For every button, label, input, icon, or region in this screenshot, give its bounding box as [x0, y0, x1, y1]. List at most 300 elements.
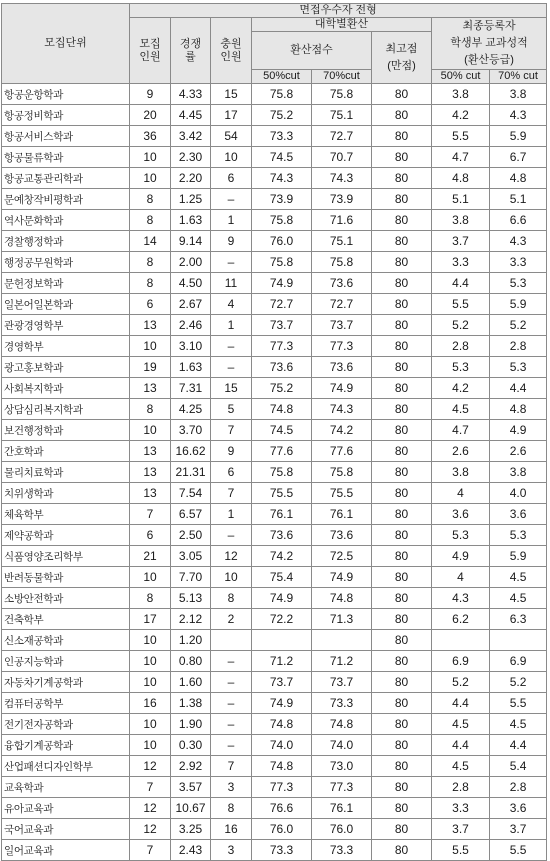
- cell-grade50: 3.8: [432, 84, 490, 105]
- cell-grade50: 5.5: [432, 294, 490, 315]
- table-header: [2, 4, 547, 84]
- cell-extra: 16: [211, 819, 252, 840]
- cell-recruit: 19: [130, 357, 171, 378]
- table-row: [2, 189, 547, 210]
- cell-competition: 7.70: [171, 567, 211, 588]
- table-row: [2, 315, 547, 336]
- cell-grade70: 4.4: [490, 735, 547, 756]
- cell-unit: 융합기계공학과: [2, 735, 130, 756]
- cell-cut50: 75.8: [252, 84, 312, 105]
- cell-recruit: 16: [130, 693, 171, 714]
- cell-extra: –: [211, 336, 252, 357]
- cell-competition: 1.63: [171, 210, 211, 231]
- cell-max: 80: [372, 630, 432, 651]
- header-competition: 경쟁 률: [171, 18, 211, 84]
- cell-recruit: 12: [130, 819, 171, 840]
- cell-max: 80: [372, 567, 432, 588]
- cell-grade70: 3.7: [490, 819, 547, 840]
- cell-recruit: 13: [130, 378, 171, 399]
- cell-competition: 16.62: [171, 441, 211, 462]
- cell-competition: 0.80: [171, 651, 211, 672]
- cell-competition: 2.46: [171, 315, 211, 336]
- cell-competition: 2.50: [171, 525, 211, 546]
- cell-extra: 15: [211, 378, 252, 399]
- cell-max: 80: [372, 315, 432, 336]
- cell-max: 80: [372, 189, 432, 210]
- table-row: [2, 378, 547, 399]
- cell-recruit: 10: [130, 735, 171, 756]
- cell-max: 80: [372, 357, 432, 378]
- cell-grade50: 5.1: [432, 189, 490, 210]
- cell-recruit: 17: [130, 609, 171, 630]
- cell-competition: 2.67: [171, 294, 211, 315]
- cell-extra: –: [211, 672, 252, 693]
- table-row: [2, 777, 547, 798]
- cell-cut70: 74.9: [312, 567, 372, 588]
- cell-grade70: 5.3: [490, 273, 547, 294]
- cell-extra: –: [211, 714, 252, 735]
- cell-grade50: 4.5: [432, 399, 490, 420]
- header-conv-score: 환산점수: [252, 32, 372, 70]
- cell-cut70: 74.2: [312, 420, 372, 441]
- cell-unit: 신소재공학과: [2, 630, 130, 651]
- cell-cut50: 76.1: [252, 504, 312, 525]
- table-row: [2, 756, 547, 777]
- cell-grade50: 3.8: [432, 210, 490, 231]
- cell-recruit: 14: [130, 231, 171, 252]
- cell-cut50: 74.9: [252, 693, 312, 714]
- cell-extra: 9: [211, 231, 252, 252]
- cell-cut70: 74.3: [312, 399, 372, 420]
- cell-grade50: 2.8: [432, 777, 490, 798]
- cell-recruit: 20: [130, 105, 171, 126]
- cell-max: 80: [372, 378, 432, 399]
- cell-unit: 건축학부: [2, 609, 130, 630]
- cell-unit: 문헌정보학과: [2, 273, 130, 294]
- cell-grade70: 5.2: [490, 315, 547, 336]
- cell-extra: 4: [211, 294, 252, 315]
- cell-unit: 행정공무원학과: [2, 252, 130, 273]
- cell-recruit: 7: [130, 777, 171, 798]
- cell-unit: 간호학과: [2, 441, 130, 462]
- cell-max: 80: [372, 777, 432, 798]
- cell-grade70: 5.9: [490, 294, 547, 315]
- table-row: [2, 840, 547, 861]
- table-row: [2, 210, 547, 231]
- table-body: [2, 84, 547, 861]
- cell-cut50: 75.8: [252, 252, 312, 273]
- cell-cut70: 75.5: [312, 483, 372, 504]
- cell-recruit: 10: [130, 147, 171, 168]
- cell-unit: 물리치료학과: [2, 462, 130, 483]
- cell-competition: 4.50: [171, 273, 211, 294]
- cell-cut70: 77.3: [312, 336, 372, 357]
- cell-unit: 항공서비스학과: [2, 126, 130, 147]
- cell-recruit: 10: [130, 651, 171, 672]
- cell-extra: 7: [211, 756, 252, 777]
- cell-grade50: 4.4: [432, 273, 490, 294]
- cell-cut50: 74.2: [252, 546, 312, 567]
- header-cut70-grade: 70% cut: [490, 70, 547, 84]
- table-row: [2, 693, 547, 714]
- cell-extra: –: [211, 189, 252, 210]
- cell-grade50: 4.7: [432, 420, 490, 441]
- cell-extra: –: [211, 693, 252, 714]
- cell-extra: 17: [211, 105, 252, 126]
- cell-recruit: 6: [130, 525, 171, 546]
- cell-grade50: 5.5: [432, 126, 490, 147]
- cell-recruit: 10: [130, 567, 171, 588]
- table-row: [2, 462, 547, 483]
- cell-competition: 3.10: [171, 336, 211, 357]
- table-row: [2, 126, 547, 147]
- table-row: [2, 273, 547, 294]
- cell-extra: –: [211, 525, 252, 546]
- cell-grade50: 2.8: [432, 336, 490, 357]
- cell-cut50: 74.9: [252, 273, 312, 294]
- cell-cut70: 75.1: [312, 105, 372, 126]
- cell-cut50: 75.8: [252, 210, 312, 231]
- cell-competition: 1.25: [171, 189, 211, 210]
- cell-cut50: [252, 630, 312, 651]
- cell-cut50: 73.6: [252, 357, 312, 378]
- table-row: [2, 735, 547, 756]
- cell-unit: 항공정비학과: [2, 105, 130, 126]
- cell-recruit: 21: [130, 546, 171, 567]
- table-row: [2, 105, 547, 126]
- cell-unit: 경찰행정학과: [2, 231, 130, 252]
- table-row: [2, 504, 547, 525]
- cell-extra: 6: [211, 462, 252, 483]
- table-row: [2, 672, 547, 693]
- cell-competition: 2.43: [171, 840, 211, 861]
- cell-cut70: 74.9: [312, 378, 372, 399]
- cell-grade50: 4.5: [432, 714, 490, 735]
- cell-unit: 식품영양조리학부: [2, 546, 130, 567]
- cell-cut50: 74.5: [252, 420, 312, 441]
- cell-competition: 9.14: [171, 231, 211, 252]
- table-row: [2, 819, 547, 840]
- cell-extra: [211, 630, 252, 651]
- table-row: [2, 483, 547, 504]
- cell-cut70: 73.0: [312, 756, 372, 777]
- cell-grade50: 3.8: [432, 462, 490, 483]
- cell-extra: –: [211, 735, 252, 756]
- cell-unit: 일어교육과: [2, 840, 130, 861]
- cell-grade70: 5.1: [490, 189, 547, 210]
- cell-cut70: 74.3: [312, 168, 372, 189]
- cell-competition: 4.25: [171, 399, 211, 420]
- cell-cut50: 76.6: [252, 798, 312, 819]
- cell-max: 80: [372, 672, 432, 693]
- table-row: [2, 252, 547, 273]
- cell-max: 80: [372, 714, 432, 735]
- cell-cut50: 73.7: [252, 315, 312, 336]
- cell-recruit: 36: [130, 126, 171, 147]
- cell-cut50: 77.6: [252, 441, 312, 462]
- table-row: [2, 357, 547, 378]
- cell-grade70: 6.9: [490, 651, 547, 672]
- cell-extra: –: [211, 357, 252, 378]
- cell-grade50: 4.4: [432, 693, 490, 714]
- cell-cut50: 75.4: [252, 567, 312, 588]
- cell-recruit: 10: [130, 672, 171, 693]
- cell-cut70: 74.0: [312, 735, 372, 756]
- cell-unit: 경영학부: [2, 336, 130, 357]
- cell-max: 80: [372, 147, 432, 168]
- cell-cut70: 73.6: [312, 273, 372, 294]
- cell-recruit: 8: [130, 252, 171, 273]
- cell-cut70: 73.3: [312, 840, 372, 861]
- cell-grade50: 4.8: [432, 168, 490, 189]
- cell-grade70: 4.5: [490, 714, 547, 735]
- cell-recruit: 9: [130, 84, 171, 105]
- cell-cut50: 75.2: [252, 105, 312, 126]
- cell-unit: 반려동물학과: [2, 567, 130, 588]
- cell-recruit: 10: [130, 420, 171, 441]
- cell-unit: 역사문화학과: [2, 210, 130, 231]
- admission-results-table: [1, 3, 547, 861]
- cell-unit: 사회복지학과: [2, 378, 130, 399]
- cell-competition: 1.20: [171, 630, 211, 651]
- cell-max: 80: [372, 399, 432, 420]
- cell-competition: 0.30: [171, 735, 211, 756]
- table-row: [2, 168, 547, 189]
- cell-recruit: 8: [130, 189, 171, 210]
- cell-cut70: 72.5: [312, 546, 372, 567]
- cell-grade70: 5.2: [490, 672, 547, 693]
- cell-max: 80: [372, 735, 432, 756]
- table-row: [2, 84, 547, 105]
- cell-max: 80: [372, 336, 432, 357]
- cell-recruit: 10: [130, 630, 171, 651]
- cell-competition: 3.70: [171, 420, 211, 441]
- cell-extra: 11: [211, 273, 252, 294]
- cell-unit: 체육학부: [2, 504, 130, 525]
- cell-cut70: 70.7: [312, 147, 372, 168]
- cell-cut50: 73.3: [252, 126, 312, 147]
- cell-grade50: 6.2: [432, 609, 490, 630]
- cell-extra: 6: [211, 168, 252, 189]
- cell-max: 80: [372, 504, 432, 525]
- cell-unit: 국어교육과: [2, 819, 130, 840]
- cell-cut70: 75.1: [312, 231, 372, 252]
- cell-grade50: 5.3: [432, 357, 490, 378]
- header-type-title: 면접우수자 전형: [130, 4, 547, 18]
- table-row: [2, 420, 547, 441]
- cell-cut50: 73.3: [252, 840, 312, 861]
- cell-max: 80: [372, 525, 432, 546]
- table-row: [2, 714, 547, 735]
- cell-competition: 7.54: [171, 483, 211, 504]
- cell-cut50: 74.8: [252, 399, 312, 420]
- table-row: [2, 294, 547, 315]
- cell-grade70: 4.4: [490, 378, 547, 399]
- cell-grade70: 2.8: [490, 777, 547, 798]
- cell-grade50: [432, 630, 490, 651]
- cell-grade70: 5.5: [490, 693, 547, 714]
- cell-max: 80: [372, 420, 432, 441]
- cell-max: 80: [372, 546, 432, 567]
- cell-max: 80: [372, 441, 432, 462]
- cell-extra: 2: [211, 609, 252, 630]
- cell-extra: 1: [211, 210, 252, 231]
- cell-competition: 2.20: [171, 168, 211, 189]
- cell-cut70: 75.8: [312, 252, 372, 273]
- cell-extra: 8: [211, 798, 252, 819]
- cell-max: 80: [372, 273, 432, 294]
- cell-grade70: 4.0: [490, 483, 547, 504]
- cell-grade50: 3.7: [432, 231, 490, 252]
- cell-recruit: 13: [130, 462, 171, 483]
- cell-cut70: 76.0: [312, 819, 372, 840]
- table-row: [2, 399, 547, 420]
- cell-cut50: 75.5: [252, 483, 312, 504]
- cell-unit: 항공물류학과: [2, 147, 130, 168]
- cell-grade70: 4.3: [490, 231, 547, 252]
- cell-max: 80: [372, 693, 432, 714]
- cell-recruit: 7: [130, 840, 171, 861]
- cell-grade50: 4.2: [432, 378, 490, 399]
- cell-cut50: 72.7: [252, 294, 312, 315]
- cell-extra: 12: [211, 546, 252, 567]
- cell-cut70: 76.1: [312, 504, 372, 525]
- cell-grade70: 6.6: [490, 210, 547, 231]
- table-row: [2, 441, 547, 462]
- cell-grade70: 3.3: [490, 252, 547, 273]
- cell-grade50: 4.7: [432, 147, 490, 168]
- cell-max: 80: [372, 588, 432, 609]
- cell-competition: 3.25: [171, 819, 211, 840]
- cell-cut50: 73.9: [252, 189, 312, 210]
- cell-cut70: [312, 630, 372, 651]
- cell-grade50: 3.7: [432, 819, 490, 840]
- cell-grade70: 2.8: [490, 336, 547, 357]
- cell-cut50: 75.8: [252, 462, 312, 483]
- cell-recruit: 8: [130, 210, 171, 231]
- cell-recruit: 8: [130, 273, 171, 294]
- cell-cut70: 71.3: [312, 609, 372, 630]
- cell-grade50: 5.5: [432, 840, 490, 861]
- header-cut70: 70%cut: [312, 70, 372, 84]
- cell-unit: 항공운항학과: [2, 84, 130, 105]
- table-row: [2, 147, 547, 168]
- cell-competition: 7.31: [171, 378, 211, 399]
- cell-grade50: 4.3: [432, 588, 490, 609]
- header-univ-conv: 대학별환산: [252, 18, 432, 32]
- cell-cut70: 72.7: [312, 126, 372, 147]
- cell-competition: 3.42: [171, 126, 211, 147]
- cell-cut50: 71.2: [252, 651, 312, 672]
- cell-grade70: 5.9: [490, 546, 547, 567]
- cell-max: 80: [372, 798, 432, 819]
- cell-cut50: 74.8: [252, 714, 312, 735]
- cell-competition: 1.38: [171, 693, 211, 714]
- cell-max: 80: [372, 819, 432, 840]
- cell-competition: 5.13: [171, 588, 211, 609]
- cell-max: 80: [372, 483, 432, 504]
- cell-max: 80: [372, 609, 432, 630]
- cell-max: 80: [372, 840, 432, 861]
- cell-grade70: 5.3: [490, 357, 547, 378]
- table-row: [2, 651, 547, 672]
- cell-unit: 자동차기계공학과: [2, 672, 130, 693]
- cell-grade50: 3.3: [432, 798, 490, 819]
- cell-max: 80: [372, 210, 432, 231]
- cell-extra: –: [211, 252, 252, 273]
- cell-unit: 제약공학과: [2, 525, 130, 546]
- cell-grade50: 5.3: [432, 525, 490, 546]
- cell-cut70: 74.8: [312, 588, 372, 609]
- table-row: [2, 525, 547, 546]
- cell-competition: 3.05: [171, 546, 211, 567]
- cell-extra: 5: [211, 399, 252, 420]
- cell-cut50: 73.7: [252, 672, 312, 693]
- cell-cut70: 74.8: [312, 714, 372, 735]
- cell-competition: 4.33: [171, 84, 211, 105]
- cell-grade70: 4.5: [490, 588, 547, 609]
- cell-grade50: 4.5: [432, 756, 490, 777]
- cell-competition: 2.12: [171, 609, 211, 630]
- cell-extra: 7: [211, 483, 252, 504]
- cell-cut50: 73.6: [252, 525, 312, 546]
- cell-max: 80: [372, 126, 432, 147]
- cell-cut70: 77.6: [312, 441, 372, 462]
- header-final-title: 최종등록자 학생부 교과성적 (환산등급): [432, 18, 547, 70]
- cell-cut50: 75.2: [252, 378, 312, 399]
- table-row: [2, 630, 547, 651]
- cell-cut70: 77.3: [312, 777, 372, 798]
- table-row: [2, 336, 547, 357]
- header-unit: 모집단위: [2, 4, 130, 84]
- cell-grade70: 3.6: [490, 798, 547, 819]
- cell-extra: 15: [211, 84, 252, 105]
- table-row: [2, 588, 547, 609]
- cell-cut70: 75.8: [312, 84, 372, 105]
- header-recruit: 모집 인원: [130, 18, 171, 84]
- cell-competition: 3.57: [171, 777, 211, 798]
- cell-competition: 6.57: [171, 504, 211, 525]
- cell-extra: 1: [211, 504, 252, 525]
- cell-unit: 일본어일본학과: [2, 294, 130, 315]
- cell-recruit: 8: [130, 399, 171, 420]
- cell-extra: 3: [211, 840, 252, 861]
- cell-grade70: 3.8: [490, 462, 547, 483]
- cell-extra: 8: [211, 588, 252, 609]
- cell-grade70: 6.7: [490, 147, 547, 168]
- table-row: [2, 798, 547, 819]
- cell-recruit: 8: [130, 588, 171, 609]
- cell-cut50: 74.3: [252, 168, 312, 189]
- cell-cut70: 73.7: [312, 672, 372, 693]
- cell-unit: 전기전자공학과: [2, 714, 130, 735]
- cell-cut70: 72.7: [312, 294, 372, 315]
- cell-unit: 컴퓨터공학부: [2, 693, 130, 714]
- cell-cut50: 77.3: [252, 336, 312, 357]
- table-row: [2, 546, 547, 567]
- cell-unit: 인공지능학과: [2, 651, 130, 672]
- cell-grade70: 5.5: [490, 840, 547, 861]
- cell-recruit: 13: [130, 315, 171, 336]
- cell-recruit: 10: [130, 714, 171, 735]
- cell-grade50: 6.9: [432, 651, 490, 672]
- table-row: [2, 609, 547, 630]
- cell-max: 80: [372, 651, 432, 672]
- cell-extra: 9: [211, 441, 252, 462]
- cell-unit: 항공교통관리학과: [2, 168, 130, 189]
- cell-grade50: 4: [432, 483, 490, 504]
- cell-max: 80: [372, 105, 432, 126]
